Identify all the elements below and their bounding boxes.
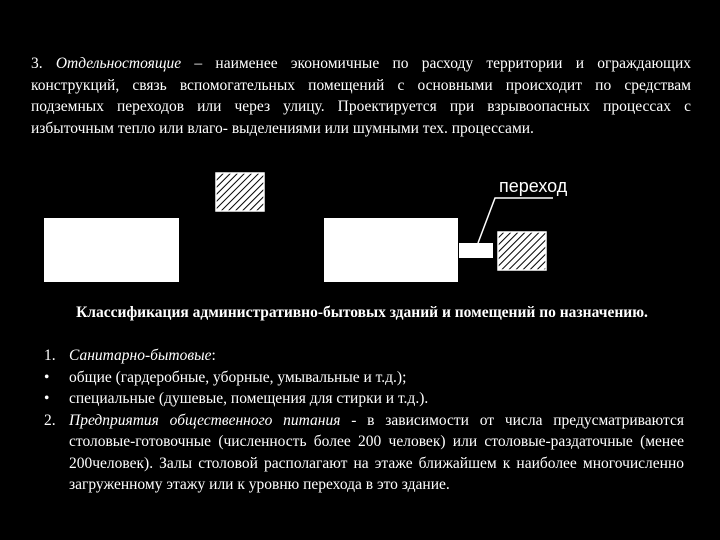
bullet-icon: •	[44, 390, 50, 407]
passage-connector	[459, 243, 493, 258]
passage-label: переход	[499, 176, 568, 196]
classification-list	[44, 345, 684, 496]
main-building-left	[44, 218, 179, 282]
auxiliary-building-top	[216, 173, 264, 211]
list-text: - в зависимости от числа предусматриваются столовые-готовочные (численность более 200 человек) или столовые-раздаточные (менее 200человек). Залы столовой располагают на этаже ближайшем к наиболее многочисленно загруженному этажу или к уровню перехода в это здание.	[69, 411, 684, 493]
list-item	[44, 388, 684, 410]
list-text: специальные (душевые, помещения для стирки и т.д.).	[69, 390, 429, 407]
list-marker: 1.	[44, 347, 56, 364]
main-building-right	[324, 218, 458, 282]
list-term: Предприятия общественного питания	[69, 411, 341, 429]
list-item	[44, 367, 684, 389]
classification-heading: Классификация административно-бытовых зданий и помещений по назначению.	[76, 304, 648, 321]
list-text: общие (гардеробные, уборные, умывальные и т.д.);	[69, 368, 407, 386]
auxiliary-building-right	[498, 232, 546, 270]
paragraph-number: 3.	[31, 55, 43, 72]
list-marker: 2.	[44, 411, 56, 429]
paragraph-text: – наименее экономичные по расходу территории и ограждающих конструкций, связь вспомогательных помещений с основными происходит по средствам подземных переходов или через улицу. Проектируется при взрывоопасных процессах с избыточным тепло или влаго- выделениями или шумными тех. процессами.	[31, 55, 692, 137]
bullet-icon: •	[44, 368, 50, 386]
list-item	[44, 345, 684, 367]
paragraph-term: Отдельностоящие	[55, 55, 182, 72]
list-term: Санитарно-бытовые	[69, 347, 212, 364]
list-text: :	[211, 347, 216, 364]
list-item	[44, 410, 684, 496]
